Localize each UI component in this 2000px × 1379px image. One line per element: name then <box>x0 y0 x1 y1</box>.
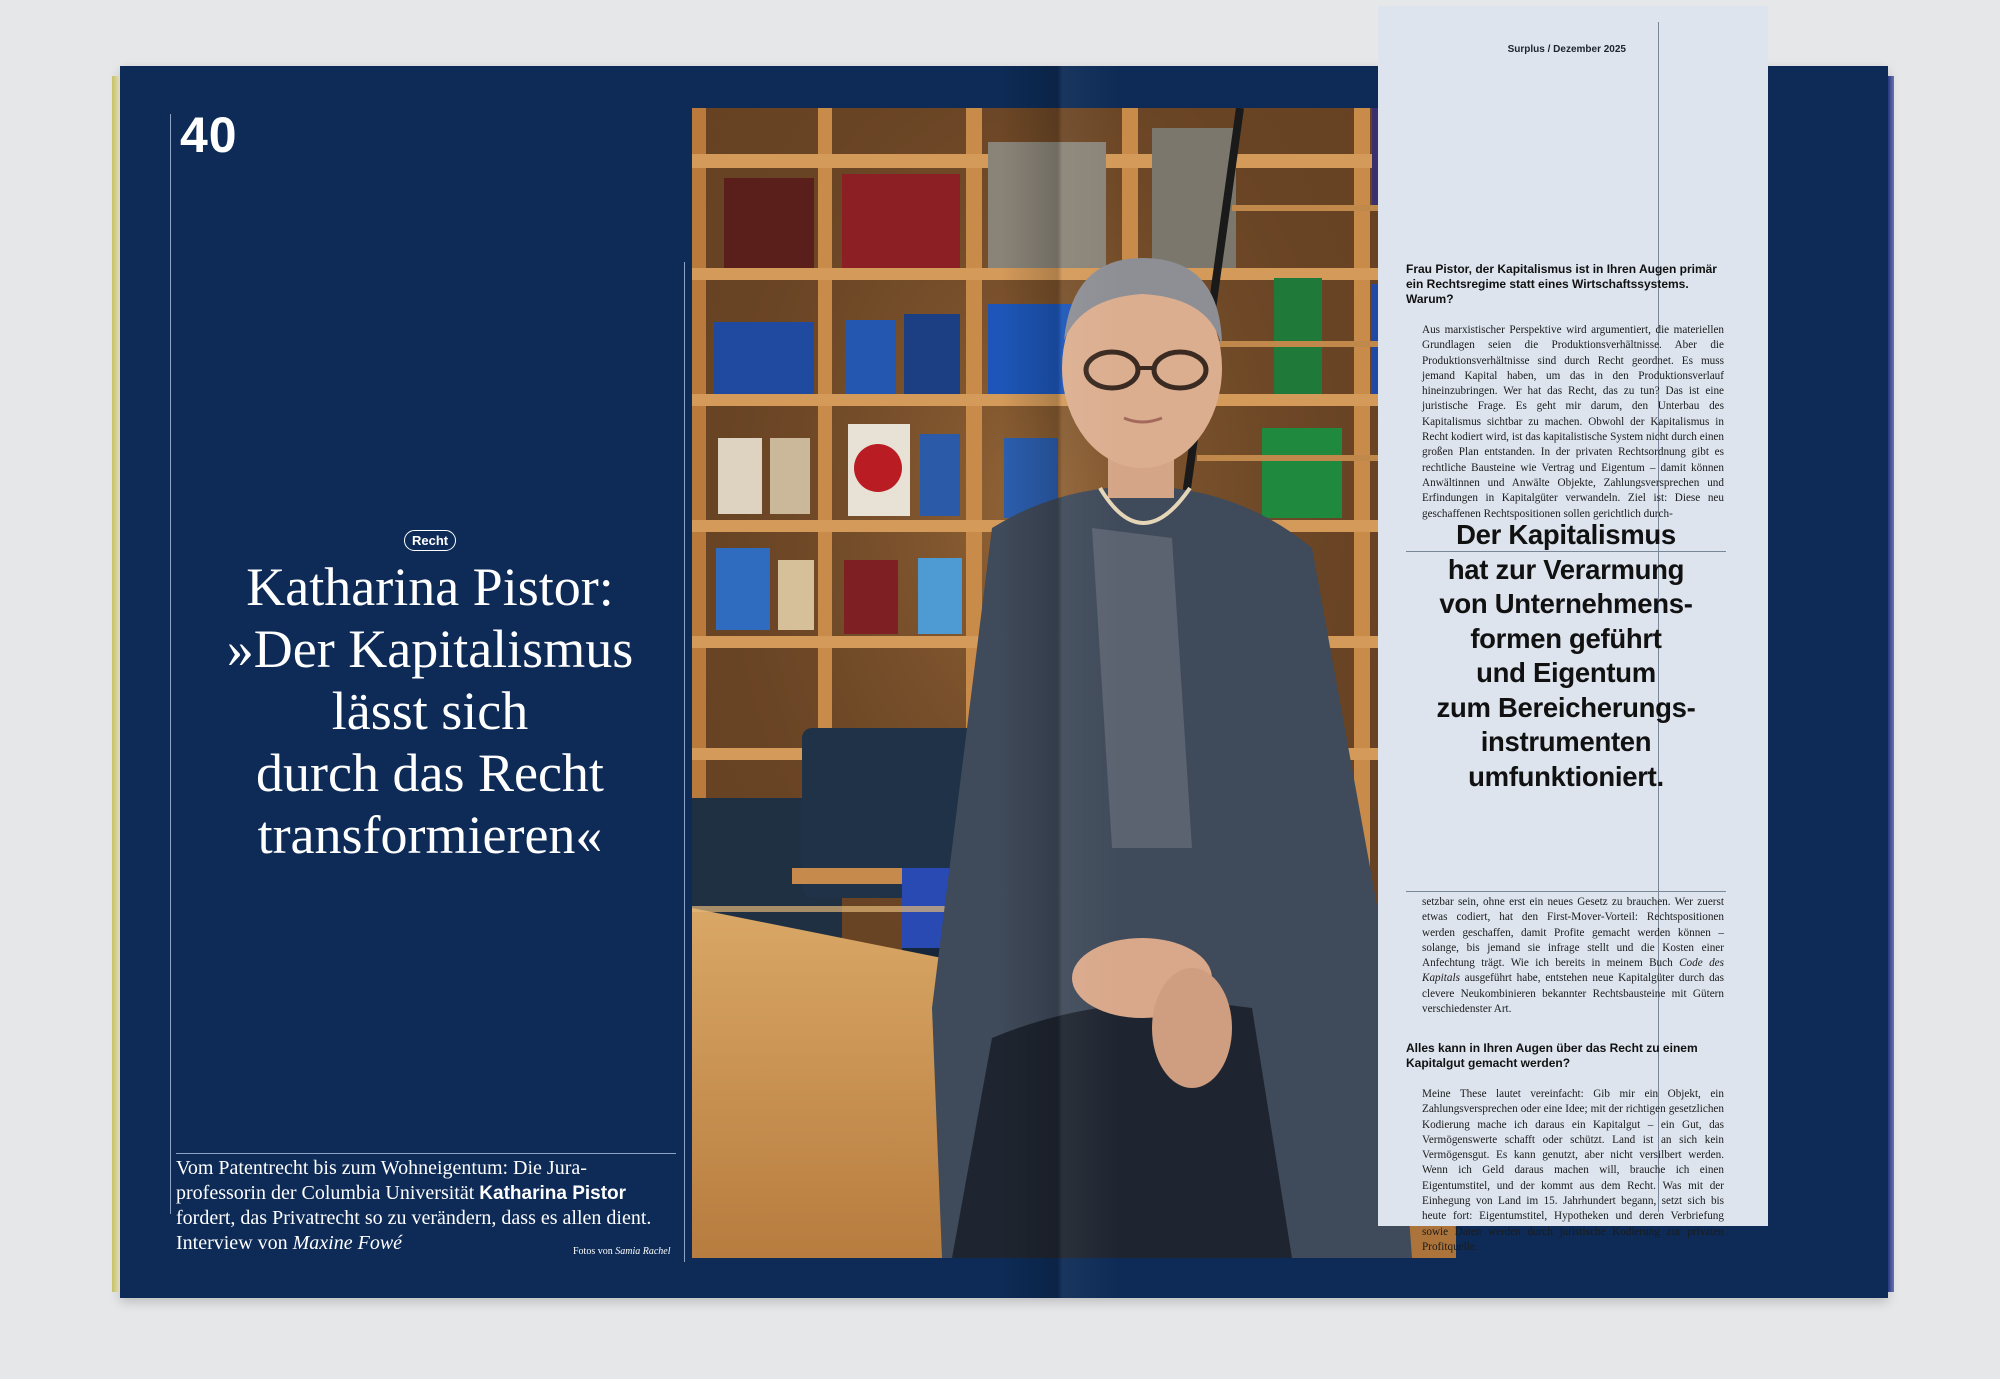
page-stack-edge <box>112 76 120 1292</box>
pull-quote-line: instrumenten <box>1480 726 1652 757</box>
portrait-photo <box>692 108 1456 1258</box>
photo-credit: Fotos von Samia Rachel <box>573 1246 671 1257</box>
section-tag: Recht <box>404 530 456 551</box>
interview-question: Alles kann in Ihren Augen über das Recht zu einem Kapitalgut gemacht werden? <box>1406 1041 1698 1070</box>
column-rule <box>170 114 171 1214</box>
headline-line: transformieren« <box>257 805 603 865</box>
column-rule <box>684 262 685 1262</box>
page-number: 40 <box>180 107 238 163</box>
pull-quote-line: hat zur Verarmung <box>1447 553 1685 585</box>
pull-quote-rule <box>1406 891 1726 892</box>
intro-text: fordert, das Privatrecht so zu verändern, dass es allen dient. Interview von <box>176 1207 652 1254</box>
headline-line: lässt sich <box>331 681 529 741</box>
headline-line: durch das Recht <box>256 743 604 803</box>
pull-quote-line: und Eigentum <box>1476 657 1656 688</box>
interviewee-name: Katharina Pistor <box>479 1183 627 1204</box>
book-title: Code des Kapitals <box>1422 957 1724 985</box>
pull-quote-line: umfunktioniert. <box>1468 760 1664 792</box>
pull-quote-line: Der Kapitalismus <box>1456 519 1676 550</box>
pull-quote-line: zum Bereicherungs- <box>1436 691 1696 723</box>
headline-line: Katharina Pistor: <box>246 557 614 617</box>
issue-label: Surplus / Dezember 2025 <box>1507 44 1626 55</box>
interview-answer-continued: setzbar sein, ohne erst ein neues Gesetz zu brauchen. Wer zuerst etwas codiert, hat den First-Mover-Vorteil: Rechtspositionen werden geschaffen, damit Profite gemacht werden können – solange, bis jemand sie infrage stellt und die Kosten einer Anfechtung trägt. Wie ich bereits in meinem Buch Code des Kapitals ausgeführt habe, entstehen neue Kapitalgüter durch das clevere Neukombinieren bekannter Rechtsbausteine mit Gütern verschiedenster Art. <box>1422 896 1724 1016</box>
interview-answer: Aus marxistischer Perspektive wird argumentiert, die materiellen Grundlagen seien die Produktionsverhältnisse. Aber die Produktionsverhältnisse sind durch Recht geordnet. Es muss jemand Kapital haben, um das in den Produktionsverlauf hineinzubringen. Wer hat das Recht, das zu tun? Das ist eine juristische Frage. Es geht mir darum, den Unterbau des Kapitalismus sichtbar zu machen. Obwohl der Kapitalismus in Recht kodiert wird, ist das kapitalistische System nicht durch einen großen Plan entstanden. In der privaten Rechtsordnung gibt es rechtliche Bausteine wie Vertrag und Eigentum – damit können Anwältinnen und Anwälte Objekte, Zahlungsversprechen und Erfindungen in Kapitalgüter verwandeln. Ziel ist: Diese neu geschaffenen Rechtspositionen sollen gerichtlich durch- <box>1422 324 1724 520</box>
pull-quote <box>1398 518 1734 794</box>
page-stack-edge-right <box>1888 76 1894 1292</box>
pull-quote-line: formen geführt <box>1470 622 1662 654</box>
interview-question: Frau Pistor, der Kapitalismus ist in Ihren Augen primär ein Rechtsregime statt eines Wirtschaftssystems. Warum? <box>1406 262 1717 306</box>
author-name: Maxine Fowé <box>292 1232 403 1254</box>
headline-line: »Der Kapitalismus <box>226 619 634 679</box>
pull-quote-line: von Unternehmens- <box>1439 588 1693 619</box>
intro-rule <box>176 1153 676 1154</box>
interview-answer: Meine These lautet vereinfacht: Gib mir ein Objekt, ein Zahlungsversprechen oder eine Idee; mit der richtigen gesetzlichen Kodierung mache ich daraus ein Kapitalgut – ein Gut, das Vermögenswerte schafft oder schützt. Land ist an sich kein Vermögensgut. Es kann genutzt, aber nicht versilbert werden. Wenn ich Geld daraus machen will, brauche ich einen Eigentumstitel, und der kommt aus dem Recht. Was mit der Einhegung von Land im 15. Jahrhundert begann, setzt sich bis heute fort: Eigentumstitel, Hypotheken und deren Verbriefung sowie Daten werden durch juristische Kodierung zur privaten Profitquelle. <box>1422 1088 1724 1253</box>
article-headline <box>210 556 650 866</box>
intro-text: Vom Patentrecht bis zum Wohneigentum: Die Jura-professorin der Columbia Universität <box>176 1157 587 1204</box>
article-intro <box>176 1156 676 1256</box>
